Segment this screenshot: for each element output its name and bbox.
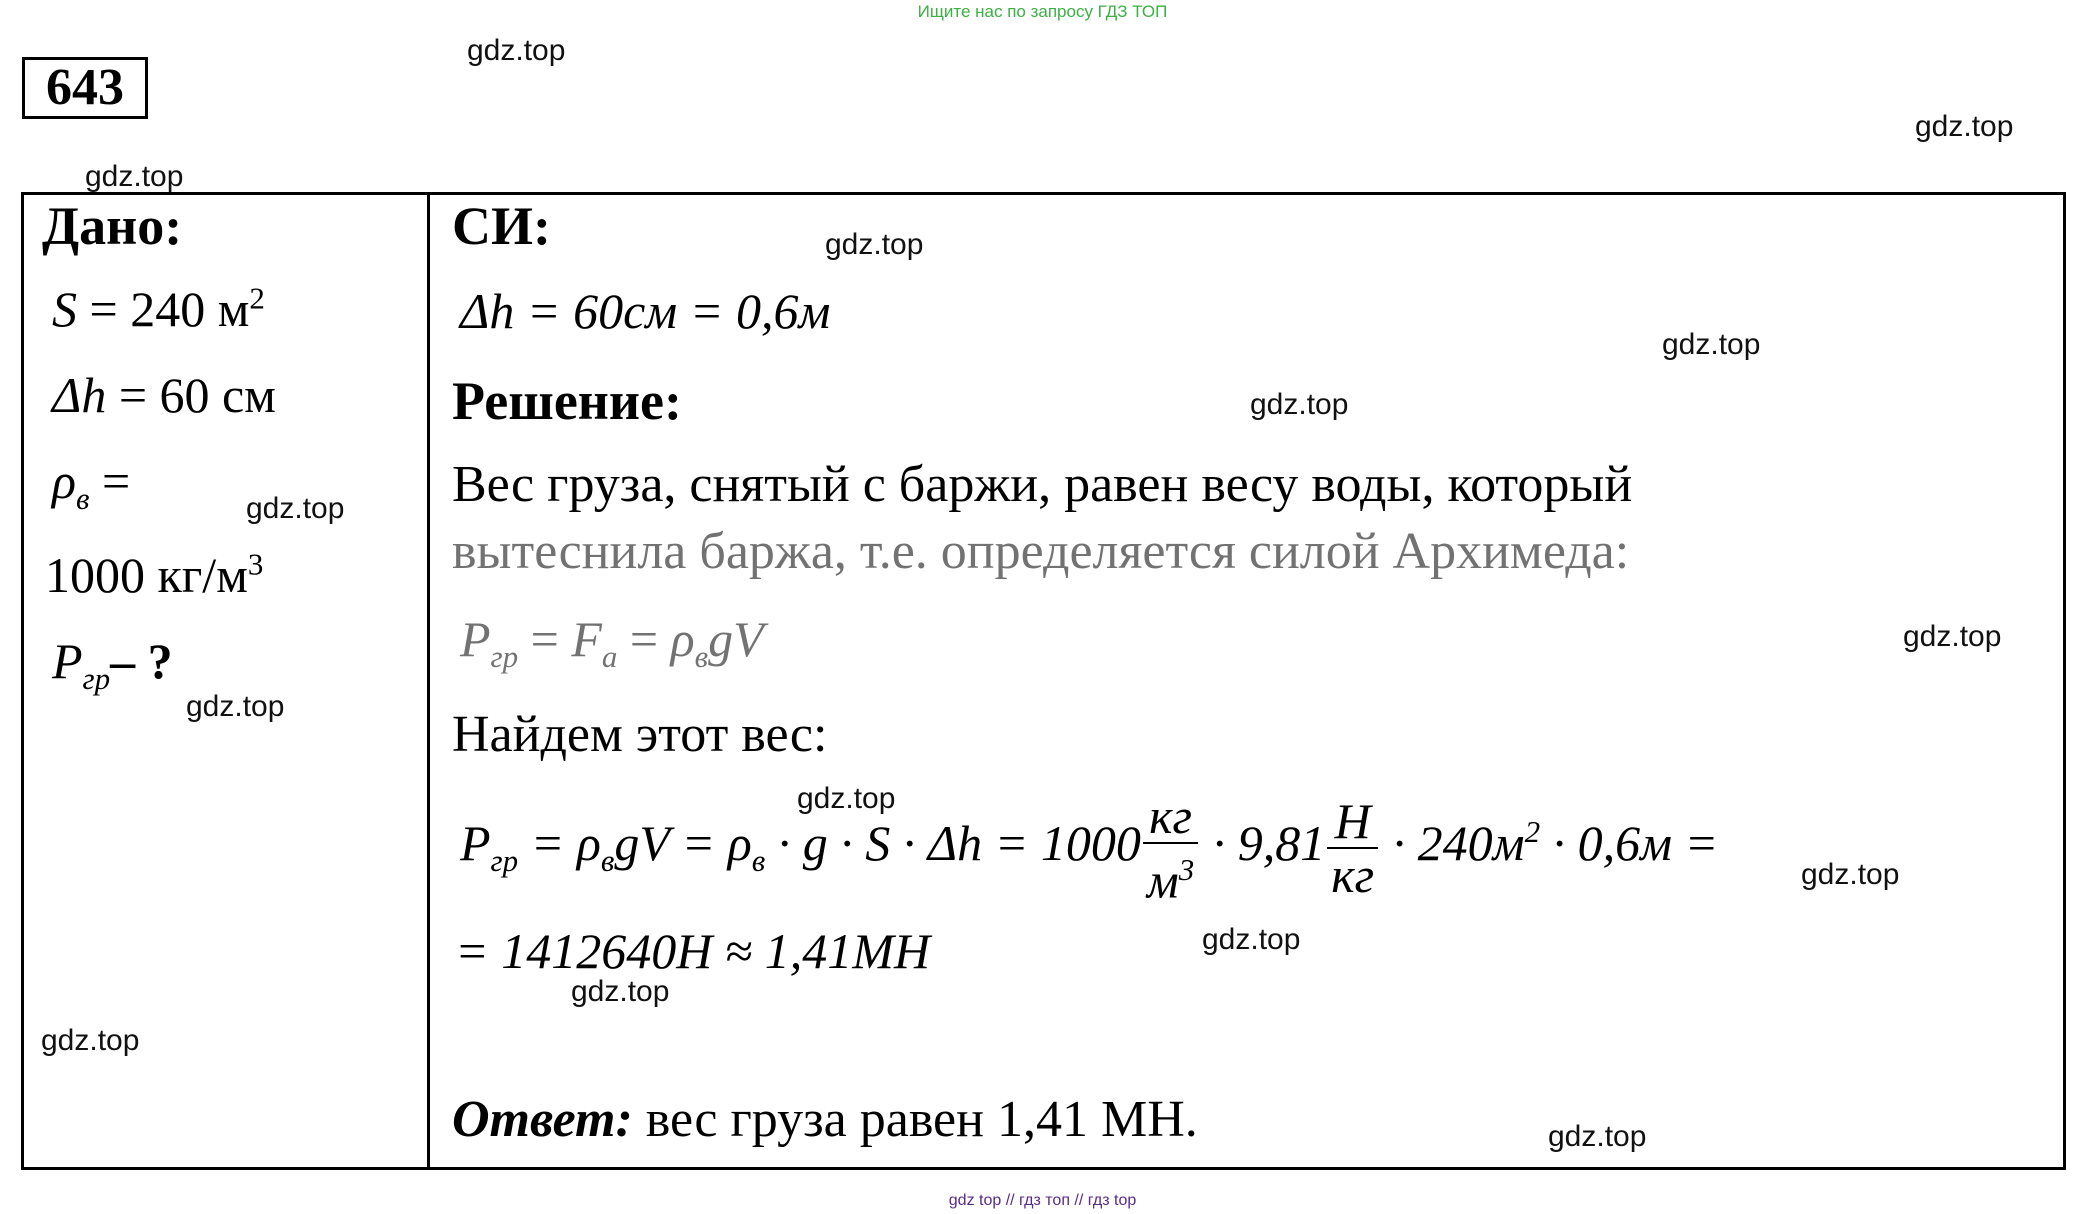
f1-force-sub: a: [601, 639, 618, 674]
f1-weight-sub: гр: [490, 639, 519, 674]
weight-symbol: P: [52, 633, 83, 689]
fraction-2-denominator: кг: [1331, 847, 1375, 904]
height-symbol: Δh: [52, 367, 107, 423]
watermark: gdz.top: [186, 690, 285, 723]
given-unknown: [52, 632, 173, 697]
problem-number: 643: [22, 57, 148, 119]
top-banner: Ищите нас по запросу ГДЗ ТОП: [917, 2, 1168, 21]
given-density-value: [45, 546, 263, 604]
fraction-1-den-exp: 3: [1178, 852, 1195, 887]
footer-links: gdz top // гдз топ // гдз top: [948, 1192, 1137, 1209]
area-exponent: 2: [249, 280, 265, 316]
f2-weight-sub: гр: [490, 842, 519, 878]
f2-part-2: gV = ρ: [614, 814, 752, 871]
f2-part-1-sub: в: [600, 842, 615, 878]
f2-part-4: · 9,81: [1200, 814, 1326, 871]
find-weight-text: Найдем этот вес:: [452, 706, 828, 763]
archimedes-formula: [460, 610, 764, 675]
f2-part-2-sub: в: [751, 842, 766, 878]
fraction-kg-per-m3: [1143, 790, 1198, 907]
density-subscript: в: [76, 481, 90, 516]
watermark: gdz.top: [1915, 110, 2014, 143]
f1-density: ρ: [670, 611, 695, 667]
fraction-n-per-kg: [1327, 793, 1378, 904]
area-symbol: S: [52, 281, 77, 337]
solution-heading: Решение:: [452, 371, 682, 431]
density-value: 1000 кг/м: [45, 547, 248, 603]
si-heading: СИ:: [452, 196, 551, 256]
watermark: gdz.top: [1662, 328, 1761, 361]
si-height-conversion: = 60см = 0,6м: [514, 283, 831, 339]
fraction-1-numerator: кг: [1143, 790, 1198, 844]
f1-force: F: [571, 611, 602, 667]
watermark: gdz.top: [41, 1024, 140, 1057]
watermark: gdz.top: [85, 160, 184, 193]
answer: [452, 1090, 1198, 1149]
watermark: gdz.top: [1250, 388, 1349, 421]
answer-label: Ответ:: [452, 1091, 633, 1148]
fraction-1-den-unit: м: [1146, 852, 1179, 909]
unknown-mark: – ?: [110, 633, 173, 689]
area-value: = 240 м: [77, 281, 250, 337]
weight-calculation: [460, 790, 1718, 907]
density-symbol: ρ: [52, 453, 76, 509]
answer-text: вес груза равен 1,41 МН.: [632, 1091, 1198, 1148]
f1-equals-2: =: [617, 611, 671, 667]
f2-part-1: = ρ: [518, 814, 601, 871]
watermark: gdz.top: [246, 492, 345, 525]
f1-equals-1: =: [518, 611, 572, 667]
given-density: [52, 452, 130, 517]
solution-line-2: вытеснила баржа, т.е. определяется силой Архимеда:: [452, 523, 1630, 580]
solution-line-1: Вес груза, снятый с баржи, равен весу воды, который: [452, 456, 1633, 513]
f2-weight: P: [460, 814, 491, 871]
given-height-change: [52, 366, 276, 424]
watermark: gdz.top: [1202, 923, 1301, 956]
f2-part-5: · 240м: [1380, 814, 1525, 871]
f1-weight: P: [460, 611, 491, 667]
watermark: gdz.top: [1903, 620, 2002, 653]
si-conversion: [460, 282, 830, 340]
density-exponent: 3: [247, 546, 264, 582]
given-area: [52, 280, 265, 338]
watermark: gdz.top: [825, 228, 924, 261]
height-value: = 60 см: [106, 367, 276, 423]
column-divider: [427, 192, 430, 1170]
fraction-1-denominator: [1143, 844, 1198, 907]
f2-part-6: · 0,6м =: [1540, 814, 1719, 871]
f1-gv: gV: [708, 611, 764, 667]
watermark: gdz.top: [1801, 858, 1900, 891]
fraction-2-numerator: Н: [1327, 795, 1378, 849]
f2-part-3: · g · S · Δh = 1000: [765, 814, 1141, 871]
watermark: gdz.top: [467, 34, 566, 67]
watermark: gdz.top: [1548, 1120, 1647, 1153]
watermark: gdz.top: [797, 782, 896, 815]
given-heading: Дано:: [42, 196, 183, 256]
solution-table: [21, 192, 2066, 1170]
f1-density-sub: в: [694, 639, 709, 674]
weight-result: = 1412640Н ≈ 1,41МН: [455, 923, 931, 979]
watermark: gdz.top: [571, 975, 670, 1008]
weight-subscript: гр: [82, 661, 111, 696]
f2-part-5-exp: 2: [1524, 814, 1541, 850]
si-height-symbol: Δh: [460, 283, 515, 339]
density-equals: =: [89, 453, 131, 509]
